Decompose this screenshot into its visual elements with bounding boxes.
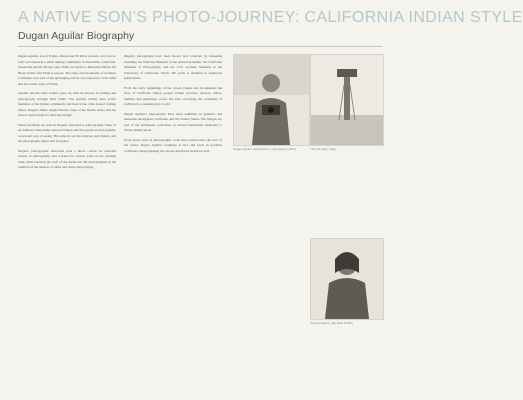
paragraph: Dugan's photographs have been shown and collected by museums including the National Museum of the American Indian, the California Museum of Photography, and the C.N. Gorman Museum at the University of California, Davis. His work is included in numerous publications. bbox=[124, 54, 222, 80]
text-column-1 bbox=[18, 54, 116, 384]
photo-caption: The old water tower bbox=[310, 147, 337, 151]
paragraph: Dugan's photographic education took a direct course: he attended classes in photography and worked for several years in the printing trade while learning the craft of the darkroom. He photographed in the tradition of the masters of black and white photography. bbox=[18, 148, 116, 169]
paragraph: These teachings are seen in Dugan's approach to photography. There is an intimate relationship between Dugan and the people he photographs, a personal way of seeing. His subjects are his relatives and friends, and the photographs reflect this closeness. bbox=[18, 122, 116, 143]
paragraph: Dugan Aguilar, son of Paiute, Maidu and Pit River parents, was born in 1947 and raised in a small mining community in Susanville, California. Susanville and the Honey Lake Valley are home to Mountain Maidu, Pit River, Paiute and Washoe people. The lakes and mountains of northern California were part of his upbringing and he was exposed to both tribal and non-tribal ways of living. bbox=[18, 54, 116, 86]
photo-caption: Joanne Nelson, Big Bear (1999) bbox=[310, 321, 353, 325]
paragraph: From the early beginnings of his career, Dugan has documented the lives of California Indian people: basket weavers, dancers, elders, families and gatherings across the state, recording the continuity of tradition in a contemporary world. bbox=[124, 85, 222, 106]
paragraph: Dugan Aguilar's photographs have been exhibited in galleries and museums throughout California and the United States. His images are part of the permanent collections of several institutions dedicated to Native American art. bbox=[124, 111, 222, 132]
page-subtitle: Dugan Aguilar Biography bbox=[18, 30, 135, 42]
page-title: A NATIVE SON'S PHOTO-JOURNEY: CALIFORNIA INDIAN STYLE bbox=[18, 9, 523, 26]
tower-photo bbox=[310, 54, 384, 146]
paragraph: Aguilar and his elder brother grew up with an interest in reading and photography through their father. The Aguilar family were active members of the Indian community and their home often hosted visiting elders. Dugan's father taught him the value of the Native elders and the need to honor them for their knowledge. bbox=[18, 91, 116, 117]
title-divider bbox=[18, 46, 382, 47]
portrait-photo bbox=[233, 54, 310, 146]
photo-caption: Dugan Aguilar, Sacramento, photograph (2002) bbox=[233, 147, 296, 151]
paragraph: Forty-seven years of photographic work have passed since the start of his career. Dugan Aguilar continues to live and work in northern California, photographing the people and places he knows best. bbox=[124, 137, 222, 153]
portrait-photo bbox=[310, 238, 384, 320]
text-column-2 bbox=[124, 54, 222, 374]
